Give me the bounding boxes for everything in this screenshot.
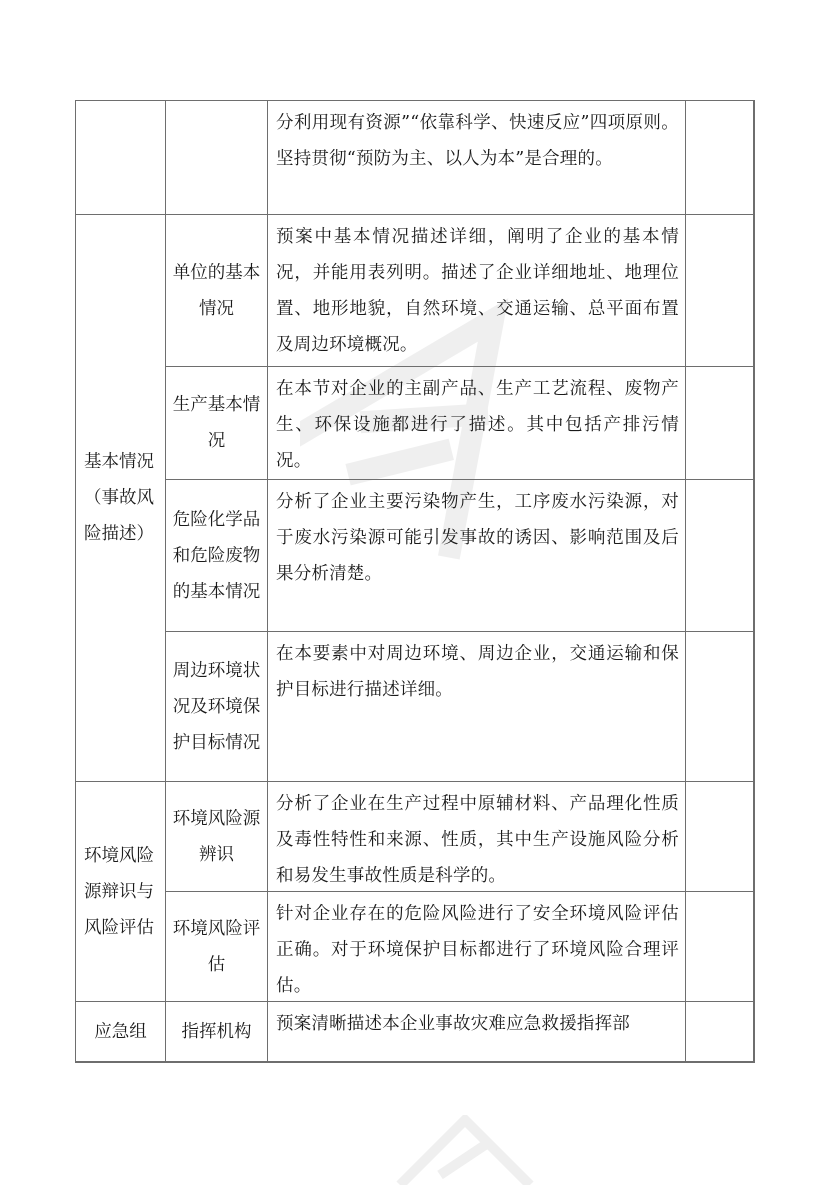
table-cell-item (165, 100, 267, 214)
table-cell-score (685, 891, 754, 1001)
table-border-bottom (75, 1061, 755, 1063)
table-cell-content: 预案清晰描述本企业事故灾难应急救援指挥部 (267, 1001, 685, 1062)
table-cell-score (685, 100, 754, 214)
table-cell-item: 危险化学品和危险废物的基本情况 (165, 479, 267, 631)
table-cell-content: 在本要素中对周边环境、周边企业，交通运输和保护目标进行描述详细。 (267, 631, 685, 781)
table-cell-group-basic-info: 基本情况（事故风险描述） (75, 214, 165, 781)
table-cell-score (685, 479, 754, 631)
table-cell-item: 周边环境状况及环境保护目标情况 (165, 631, 267, 781)
table-cell-content: 预案中基本情况描述详细，阐明了企业的基本情况，并能用表列明。描述了企业详细地址、地理位置、地形地貌，自然环境、交通运输、总平面布置及周边环境概况。 (267, 214, 685, 366)
table-border-right (753, 100, 755, 1062)
table-cell-item: 环境风险评估 (165, 891, 267, 1001)
table-cell-content: 分析了企业主要污染物产生，工序废水污染源，对于废水污染源可能引发事故的诱因、影响范围及后果分析清楚。 (267, 479, 685, 631)
table-cell-group-risk-assessment: 环境风险源辩识与风险评估 (75, 781, 165, 1001)
table-cell-score (685, 366, 754, 479)
diamond-logo-watermark-icon (390, 1115, 540, 1185)
table-cell-item: 单位的基本情况 (165, 214, 267, 366)
table-cell-content: 在本节对企业的主副产品、生产工艺流程、废物产生、环保设施都进行了描述。其中包括产排污情况。 (267, 366, 685, 479)
table-cell-category (75, 100, 165, 214)
table-cell-item: 环境风险源辨识 (165, 781, 267, 891)
table-cell-category: 应急组 (75, 1001, 165, 1062)
table-cell-content: 分利用现有资源”“依靠科学、快速反应”四项原则。坚持贯彻“预防为主、以人为本”是合理的。 (267, 100, 685, 214)
table-cell-item: 生产基本情况 (165, 366, 267, 479)
table-cell-score (685, 214, 754, 366)
table-cell-content: 针对企业存在的危险风险进行了安全环境风险评估正确。对于环境保护目标都进行了环境风险合理评估。 (267, 891, 685, 1001)
table-cell-score (685, 781, 754, 891)
table-cell-score (685, 631, 754, 781)
table-cell-content: 分析了企业在生产过程中原辅材料、产品理化性质及毒性特性和来源、性质，其中生产设施风险分析和易发生事故性质是科学的。 (267, 781, 685, 891)
table-cell-score (685, 1001, 754, 1062)
table-cell-item: 指挥机构 (165, 1001, 267, 1062)
